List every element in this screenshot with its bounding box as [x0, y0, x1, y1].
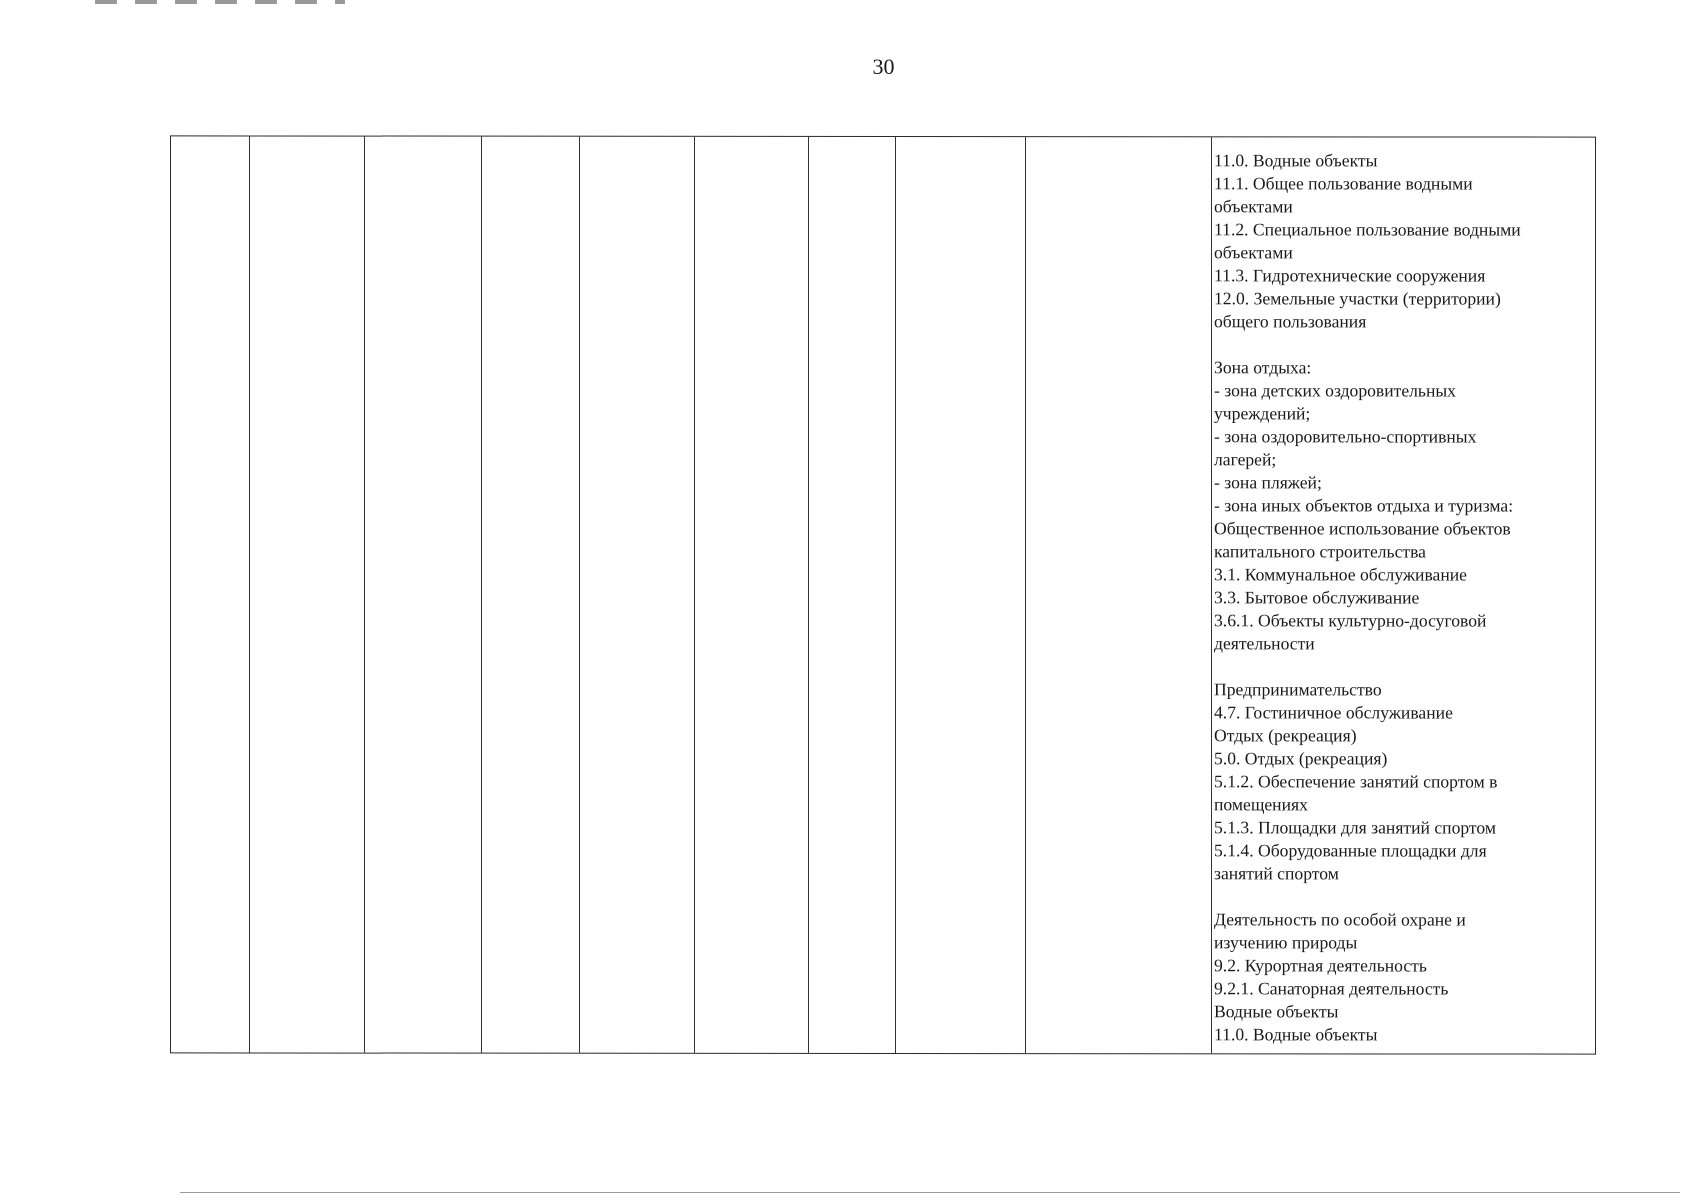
paragraph-gap — [1214, 655, 1574, 678]
cell-text-line: Отдых (рекреация) — [1214, 725, 1357, 746]
cell-text-line: Водные объекты — [1214, 1001, 1339, 1022]
cell-text-line: 11.0. Водные объекты — [1214, 1024, 1378, 1045]
cell-text-line: 5.1.4. Оборудованные площадки для — [1214, 840, 1487, 861]
page-number: 30 — [872, 54, 895, 79]
cell-text-line: Предпринимательство — [1214, 679, 1382, 700]
cell-text-line: Общественное использование объектов — [1214, 518, 1511, 539]
cell-text-line: - зона детских оздоровительных — [1214, 380, 1456, 401]
cell-text-line: - зона иных объектов отдыха и туризма: — [1214, 495, 1514, 516]
document-table — [170, 135, 1596, 1054]
cell-text-line: общего пользования — [1214, 311, 1367, 332]
cell-text-line: объектами — [1214, 196, 1293, 217]
cell-text-line: 3.3. Бытовое обслуживание — [1214, 587, 1420, 608]
cell-text-line: объектами — [1214, 242, 1293, 263]
cell-text-line: занятий спортом — [1214, 863, 1339, 884]
cell-text-line: 11.1. Общее пользование водными — [1214, 173, 1473, 194]
scan-artifact — [95, 0, 345, 4]
cell-text-line: - зона оздоровительно-спортивных — [1214, 426, 1477, 447]
column-divider — [895, 137, 896, 1053]
paragraph-gap — [1214, 333, 1574, 356]
cell-text-line: 11.2. Специальное пользование водными — [1214, 219, 1521, 240]
column-divider — [1211, 137, 1212, 1053]
cell-text-line: 12.0. Земельные участки (территории) — [1214, 288, 1501, 309]
cell-text-line: изучению природы — [1214, 932, 1358, 953]
column-divider — [249, 136, 250, 1052]
column-divider — [694, 137, 695, 1053]
permitted-uses-cell — [1214, 149, 1574, 1046]
cell-text-line: 11.0. Водные объекты — [1214, 150, 1378, 171]
cell-text-line: 3.1. Коммунальное обслуживание — [1214, 564, 1467, 585]
column-divider — [808, 137, 809, 1053]
cell-text-line: 4.7. Гостиничное обслуживание — [1214, 702, 1453, 723]
cell-text-line: 11.3. Гидротехнические сооружения — [1214, 265, 1486, 286]
cell-text-line: помещениях — [1214, 794, 1308, 815]
cell-text-line: 9.2.1. Санаторная деятельность — [1214, 978, 1449, 999]
cell-text-line: 9.2. Курортная деятельность — [1214, 955, 1427, 976]
bottom-rule — [180, 1192, 1680, 1193]
cell-text-line: 5.1.3. Площадки для занятий спортом — [1214, 817, 1496, 838]
cell-text-line: Деятельность по особой охране и — [1214, 909, 1466, 930]
cell-text-line: Зона отдыха: — [1214, 357, 1312, 378]
cell-text-line: учреждений; — [1214, 403, 1311, 424]
column-divider — [481, 137, 482, 1053]
cell-text-line: 5.0. Отдых (рекреация) — [1214, 748, 1388, 769]
cell-text-line: 3.6.1. Объекты культурно-досуговой — [1214, 610, 1487, 631]
paragraph-gap — [1214, 885, 1574, 908]
cell-text-line: 5.1.2. Обеспечение занятий спортом в — [1214, 771, 1498, 792]
cell-text-line: капитального строительства — [1214, 541, 1426, 562]
column-divider — [364, 137, 365, 1053]
column-divider — [1025, 137, 1026, 1053]
column-divider — [579, 137, 580, 1053]
cell-text-line: - зона пляжей; — [1214, 472, 1322, 493]
cell-text-line: деятельности — [1214, 633, 1315, 654]
cell-text-line: лагерей; — [1214, 449, 1277, 470]
